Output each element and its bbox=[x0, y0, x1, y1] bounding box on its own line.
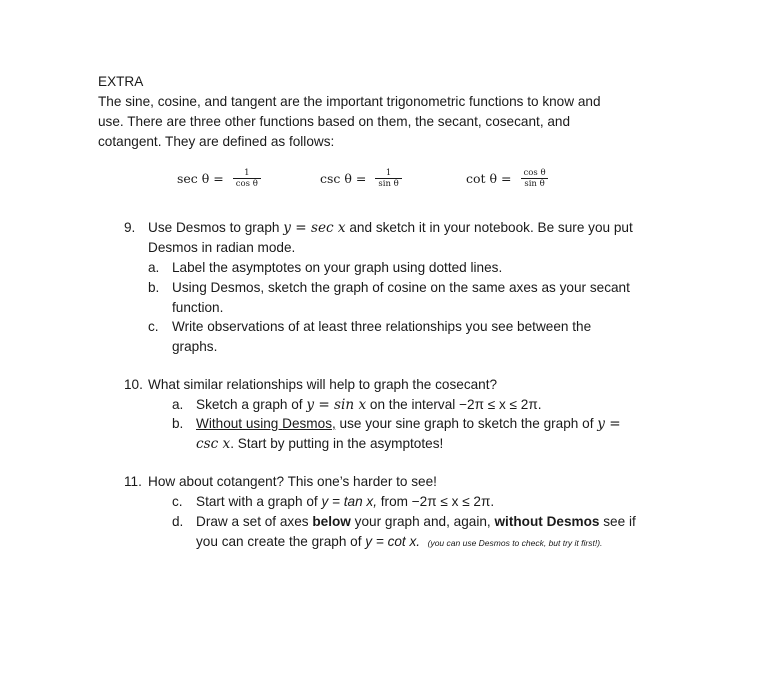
math-expression: y = bbox=[597, 416, 621, 432]
question-9-text bbox=[148, 218, 688, 258]
item-10a-text bbox=[196, 395, 542, 415]
fraction bbox=[233, 168, 261, 189]
item-9b-letter: b. bbox=[148, 280, 160, 295]
text-run: Sketch a graph of bbox=[196, 397, 307, 412]
math-expression: csc x bbox=[196, 436, 231, 452]
item-11c-letter: c. bbox=[172, 494, 183, 509]
math-expression: y = sin x bbox=[306, 397, 367, 413]
intro-line: cotangent. They are defined as follows: bbox=[98, 134, 335, 149]
item-9b-text bbox=[172, 278, 630, 318]
text-run: Use Desmos to graph bbox=[148, 220, 284, 235]
question-10-text: What similar relationships will help to graph the cosecant? bbox=[148, 377, 498, 392]
question-11-text: How about cotangent? This one’s harder to see! bbox=[148, 474, 437, 489]
text-run: use your sine graph to sketch the graph of bbox=[335, 416, 598, 431]
math-expression: y = cot x. bbox=[365, 534, 421, 549]
item-line bbox=[196, 414, 676, 434]
math-expression: y = tan x, bbox=[321, 494, 377, 509]
bold-text: below bbox=[312, 514, 351, 529]
bold-text: without Desmos bbox=[494, 514, 600, 529]
text-run: and sketch it in your notebook. Be sure you put bbox=[345, 220, 633, 235]
item-line: Write observations of at least three relationships you see between the bbox=[172, 319, 592, 334]
item-9c-letter: c. bbox=[148, 319, 159, 334]
text-run: your graph and, again, bbox=[350, 514, 495, 529]
text-run: Start with a graph of bbox=[196, 494, 322, 509]
question-9-line: Desmos in radian mode. bbox=[148, 240, 296, 255]
question-11-number: 11. bbox=[124, 474, 142, 489]
numerator: cos θ bbox=[523, 168, 546, 178]
item-9a-letter: a. bbox=[148, 260, 160, 275]
item-10b-text bbox=[196, 414, 676, 454]
item-11d-letter: d. bbox=[172, 514, 184, 529]
item-line bbox=[196, 532, 676, 553]
text-run: you can create the graph of bbox=[196, 534, 366, 549]
cosecant-definition bbox=[320, 168, 402, 189]
item-line bbox=[196, 434, 676, 454]
underlined-text: Without using Desmos, bbox=[196, 416, 336, 431]
cotangent-definition bbox=[466, 168, 549, 189]
item-11c-text bbox=[196, 492, 494, 512]
text-run: from −2π ≤ x ≤ 2π. bbox=[376, 494, 495, 509]
intro-paragraph bbox=[98, 92, 658, 152]
text-run: . Start by putting in the asymptotes! bbox=[230, 436, 444, 451]
item-9c-text bbox=[172, 317, 591, 357]
fraction bbox=[521, 168, 549, 189]
item-line: Using Desmos, sketch the graph of cosine on the same axes as your secant bbox=[172, 280, 630, 295]
formula-lhs: cot θ = bbox=[466, 171, 512, 186]
item-line bbox=[196, 512, 676, 532]
text-run: on the interval bbox=[366, 397, 460, 412]
question-9-line bbox=[148, 218, 688, 238]
denominator: sin θ bbox=[521, 178, 547, 189]
item-line: graphs. bbox=[172, 339, 218, 354]
question-10-number: 10. bbox=[124, 377, 143, 392]
secant-definition bbox=[177, 168, 261, 189]
intro-line: The sine, cosine, and tangent are the important trigonometric functions to know and bbox=[98, 94, 601, 109]
item-10a-letter: a. bbox=[172, 397, 184, 412]
item-10b-letter: b. bbox=[172, 416, 184, 431]
numerator: 1 bbox=[244, 168, 250, 178]
section-heading: EXTRA bbox=[98, 74, 144, 89]
interval: −2π ≤ x ≤ 2π. bbox=[459, 397, 542, 412]
fraction bbox=[375, 168, 401, 189]
math-expression: y = sec x bbox=[283, 220, 346, 236]
question-9-number: 9. bbox=[124, 220, 136, 235]
denominator: cos θ bbox=[233, 178, 261, 189]
item-9a-text: Label the asymptotes on your graph using dotted lines. bbox=[172, 260, 503, 275]
numerator: 1 bbox=[385, 168, 392, 178]
text-run: Draw a set of axes bbox=[196, 514, 313, 529]
formula-lhs: csc θ = bbox=[320, 171, 367, 186]
item-line: function. bbox=[172, 300, 224, 315]
formula-lhs: sec θ = bbox=[177, 171, 224, 186]
text-run: see if bbox=[599, 514, 636, 529]
footnote-text: (you can use Desmos to check, but try it first!). bbox=[427, 538, 603, 548]
denominator: sin θ bbox=[375, 178, 401, 189]
item-11d-text bbox=[196, 512, 676, 553]
intro-line: use. There are three other functions based on them, the secant, cosecant, and bbox=[98, 114, 571, 129]
